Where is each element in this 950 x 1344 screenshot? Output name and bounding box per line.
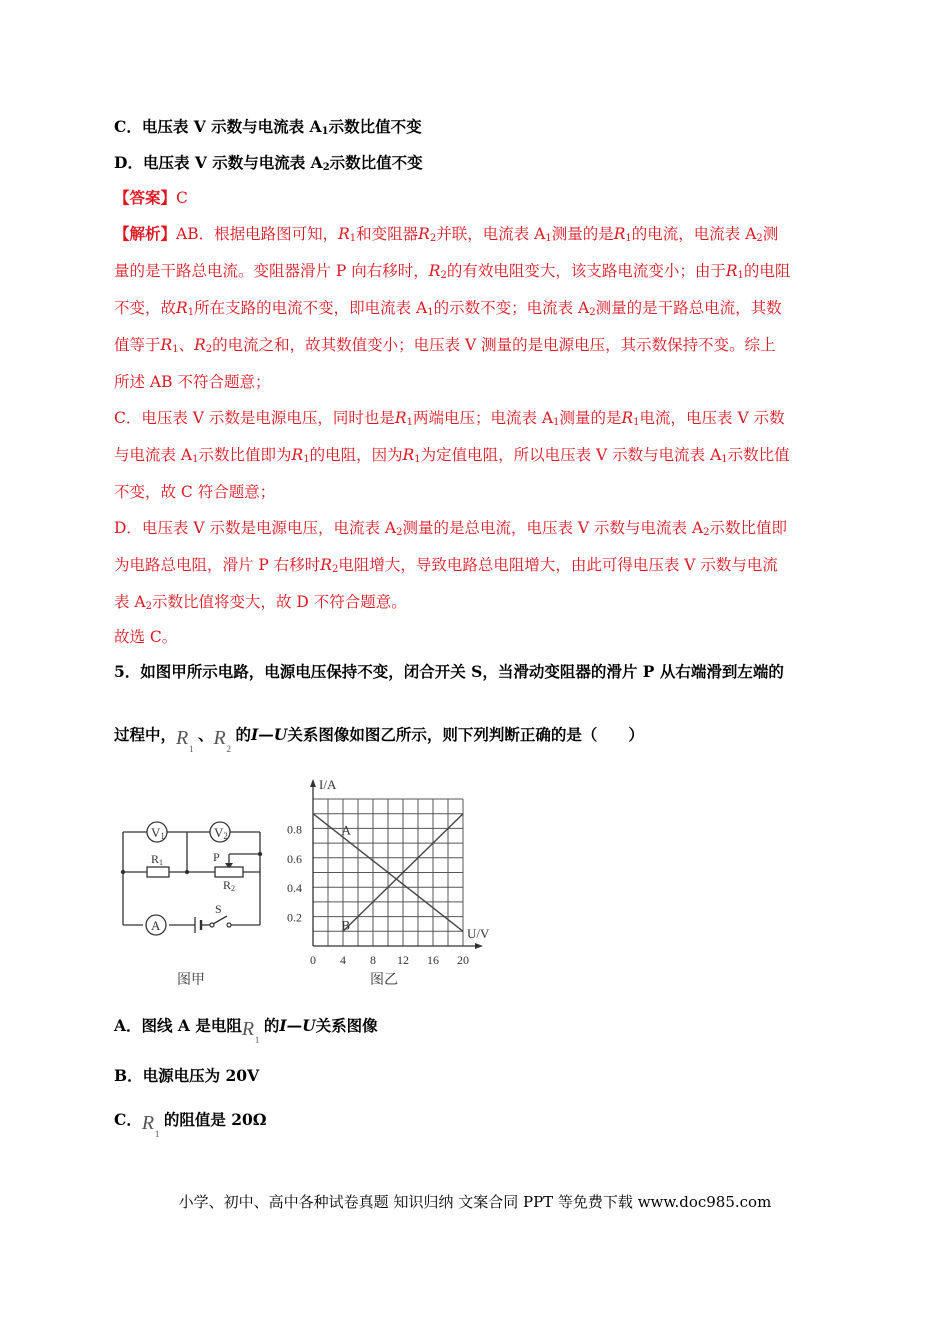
resistor-r1 [147, 867, 169, 877]
switch-contact [227, 923, 231, 927]
circuit-diagram [115, 812, 275, 992]
analysis-line-5: 所述 AB 不符合题意； [114, 373, 271, 391]
analysis-line-4: 值等于$R_1$、$R_2$的电流之和，故其数值变小；电压表 V 测量的是电源电压，其示数保持不变。综上 [114, 336, 776, 355]
r1-symbol: R 1 [176, 727, 194, 754]
series-label-a: A [341, 822, 351, 838]
ammeter-label: A [151, 918, 161, 933]
y-axis-arrow [310, 779, 316, 787]
r2-symbol: R 2 [213, 727, 232, 754]
y-tick-label: 0.2 [287, 910, 302, 925]
option-c: C．R 1 的阻值是 20Ω [114, 1110, 267, 1139]
y-tick-label: 0.4 [287, 881, 302, 896]
y-axis-label: I/A [319, 777, 337, 792]
switch-label: S [215, 902, 222, 916]
option-a: A．图线 A 是电阻R 1 的I—U关系图像 [114, 1016, 378, 1045]
iu-chart [280, 770, 510, 995]
r1-label: R1 [151, 852, 164, 867]
answer-line: 【答案】C [114, 188, 188, 207]
question-5-line-2: 过程中，R 1 、R 2 的I—U关系图像如图乙所示，则下列判断正确的是（ ） [114, 725, 644, 754]
series-label-b: B [341, 917, 351, 933]
page-footer: 小学、初中、高中各种试卷真题 知识归纳 文案合同 PPT 等免费下载 www.doc985.com [178, 1193, 772, 1211]
v1-label: V1 [151, 825, 165, 841]
x-tick-label: 0 [310, 953, 316, 967]
analysis-line-8: 不变，故 C 符合题意； [114, 483, 276, 501]
analysis-line-12: 故选 C。 [114, 628, 178, 646]
v2-label: V2 [214, 825, 228, 841]
switch-blade [213, 916, 227, 924]
figure-a-caption: 图甲 [177, 973, 205, 988]
x-tick-label: 16 [427, 953, 439, 967]
r2-label: R2 [223, 878, 236, 893]
x-tick-label: 8 [370, 953, 376, 967]
junction-mid [185, 870, 189, 874]
analysis-line-1: 【解析】AB．根据电路图可知，$R_1$和变阻器$R_2$并联，电流表 $A_1$测量的是$R_1$的电流，电流表 $A_2$测 [114, 224, 779, 244]
figure-b-caption: 图乙 [370, 973, 398, 988]
x-axis-arrow [475, 943, 483, 949]
analysis-line-6: C．电压表 V 示数是电源电压，同时也是$R_1$两端电压；电流表 $A_1$测量的是$R_1$电流，电压表 V 示数 [114, 409, 785, 428]
analysis-line-9: D．电压表 V 示数是电源电压，电流表 $A_2$测量的是总电流，电压表 V 示数与电流表 $A_2$示数比值即 [114, 519, 788, 538]
x-tick-label: 12 [397, 953, 409, 967]
y-tick-label: 0.6 [287, 851, 302, 866]
option-d-previous: D．电压表 V 示数与电流表 $A_2$示数比值不变 [114, 153, 423, 173]
question-5-line-1: 5．如图甲所示电路，电源电压保持不变，闭合开关 S，当滑动变阻器的滑片 P 从右端滑到左端的 [114, 662, 784, 681]
junction-left [121, 870, 125, 874]
analysis-line-3: 不变，故$R_1$所在支路的电流不变，即电流表 $A_1$的示数不变；电流表 $A_2$测量的是干路总电流，其数 [114, 299, 782, 318]
r1-symbol-a: R 1 [241, 1018, 260, 1045]
p-label: P [213, 850, 220, 864]
x-tick-label: 20 [457, 953, 469, 967]
analysis-line-10: 为电路总电阻，滑片 P 右移时$R_2$电阻增大，导致电路总电阻增大，由此可得电压表 V 示数与电流 [114, 556, 778, 575]
option-b: B．电源电压为 20V [114, 1066, 260, 1085]
rheostat-r2 [215, 867, 243, 877]
analysis-line-11: 表 $A_2$示数比值将变大，故 D 不符合题意。 [114, 593, 407, 612]
junction-right [258, 852, 262, 856]
r1-symbol-c: R 1 [141, 1112, 160, 1139]
x-tick-label: 4 [340, 953, 346, 967]
option-c-previous: C．电压表 V 示数与电流表 $A_1$示数比值不变 [114, 117, 422, 137]
analysis-line-2: 量的是干路总电流。变阻器滑片 P 向右移时，$R_2$的有效电阻变大，该支路电流变小；由于$R_1$的电阻 [114, 262, 791, 281]
analysis-line-7: 与电流表 $A_1$示数比值即为$R_1$的电阻，因为$R_1$为定值电阻，所以电压表 V 示数与电流表 $A_1$示数比值 [114, 446, 790, 465]
chart-grid [310, 779, 483, 949]
x-axis-label: U/V [467, 926, 490, 941]
y-tick-label: 0.8 [287, 822, 302, 837]
